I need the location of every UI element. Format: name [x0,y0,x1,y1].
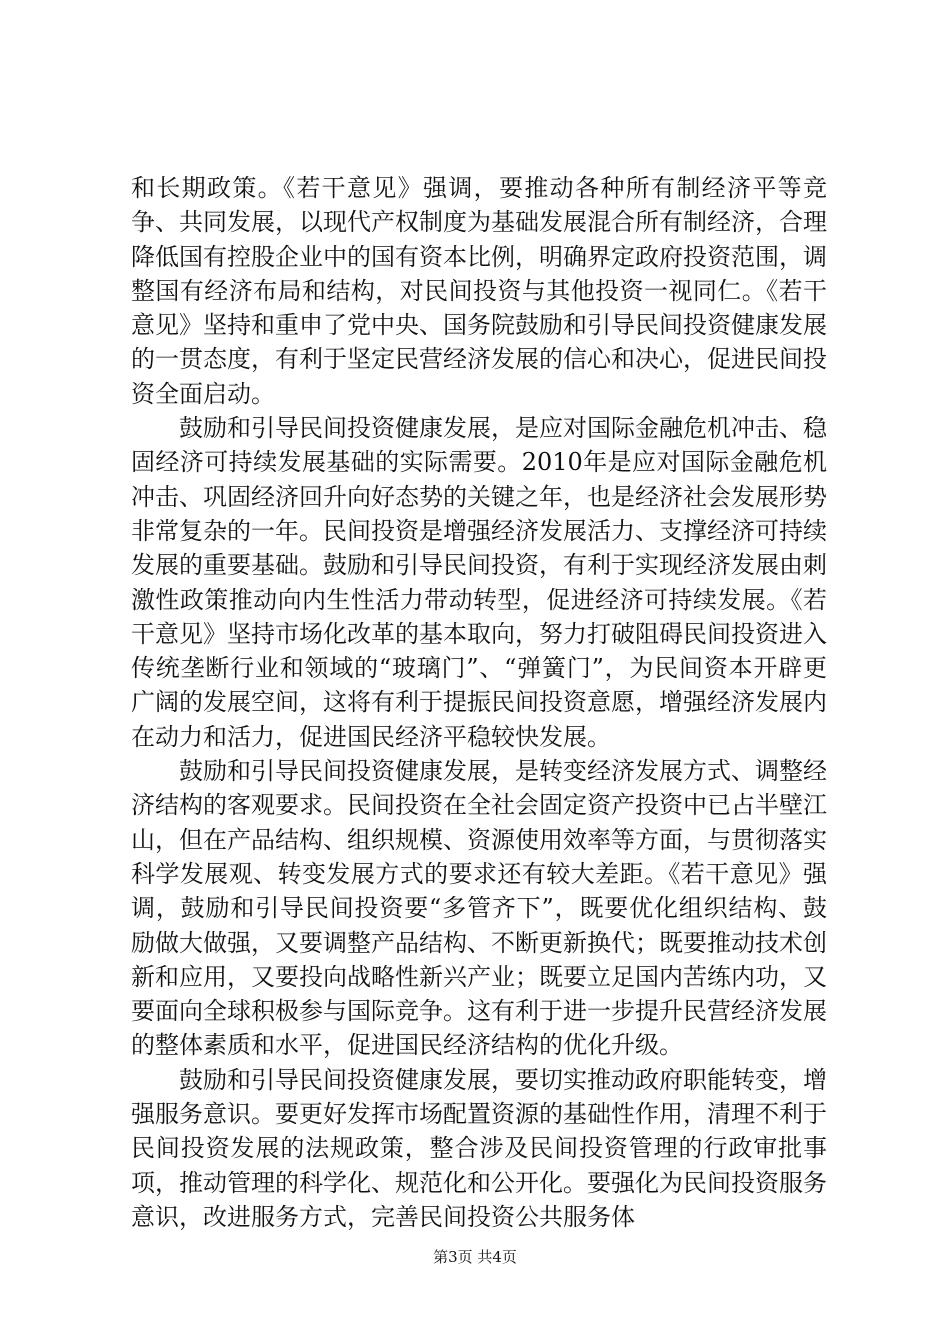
page-footer: 第3页 共4页 [433,1248,517,1266]
paragraph-3: 鼓励和引导民间投资健康发展，是转变经济发展方式、调整经济结构的客观要求。民间投资在全社会固定资产投资中已占半壁江山，但在产品结构、组织规模、资源使用效率等方面，与贯彻落实科学发展观、转变发展方式的要求还有较大差距。《若干意见》强调，鼓励和引导民间投资要“多管齐下”，既要优化组织结构、鼓励做大做强，又要调整产品结构、不断更新换代；既要推动技术创新和应用，又要投向战略性新兴产业；既要立足国内苦练内功，又要面向全球积极参与国际竞争。这有利于进一步提升民营经济发展的整体素质和水平，促进国民经济结构的优化升级。 [131,757,827,1060]
paragraph-1: 和长期政策。《若干意见》强调，要推动各种所有制经济平等竞争、共同发展，以现代产权制度为基础发展混合所有制经济，合理降低国有控股企业中的国有资本比例，明确界定政府投资范围，调整国有经济布局和结构，对民间投资与其他投资一视同仁。《若干意见》坚持和重申了党中央、国务院鼓励和引导民间投资健康发展的一贯态度，有利于坚定民营经济发展的信心和决心，促进民间投资全面启动。 [131,174,827,408]
paragraph-4: 鼓励和引导民间投资健康发展，要切实推动政府职能转变，增强服务意识。要更好发挥市场配置资源的基础性作用，清理不利于民间投资发展的法规政策，整合涉及民间投资管理的行政审批事项，推动管理的科学化、规范化和公开化。要强化为民间投资服务意识，改进服务方式，完善民间投资公共服务体 [131,1065,827,1231]
document-body [131,171,827,1234]
paragraph-2: 鼓励和引导民间投资健康发展，是应对国际金融危机冲击、稳固经济可持续发展基础的实际需要。2010年是应对国际金融危机冲击、巩固经济回升向好态势的关键之年，也是经济社会发展形势非常复杂的一年。民间投资是增强经济发展活力、支撑经济可持续发展的重要基础。鼓励和引导民间投资，有利于实现经济发展由刺激性政策推动向内生性活力带动转型，促进经济可持续发展。《若干意见》坚持市场化改革的基本取向，努力打破阻碍民间投资进入传统垄断行业和领域的“玻璃门”、“弹簧门”，为民间资本开辟更广阔的发展空间，这将有利于提振民间投资意愿，增强经济发展内在动力和活力，促进国民经济平稳较快发展。 [131,414,827,751]
